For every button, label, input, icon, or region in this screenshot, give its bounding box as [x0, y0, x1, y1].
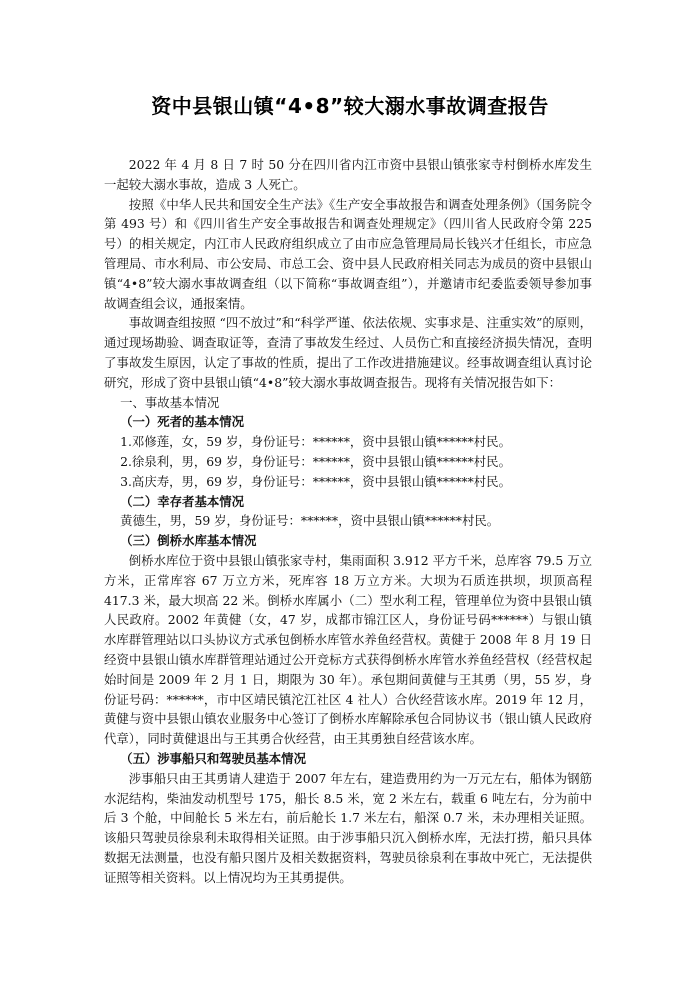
survivor-item: 黄德生，男，59 岁，身份证号：******，资中县银山镇******村民。 — [120, 513, 500, 529]
intro-paragraph: 2022 年 4 月 8 日 7 时 50 分在四川省内江市资中县银山镇张家寺村倒桥水库发生一起较大溺水事故，造成 3 人死亡。 — [104, 157, 592, 192]
subsection-deceased: （一）死者的基本情况 — [120, 414, 245, 430]
boat-paragraph: 涉事船只由王其勇请人建造于 2007 年左右，建造费用约为一万元左右，船体为钢筋水泥结构，柴油发动机型号 175，船长 8.5 米，宽 2 米左右，载重 6 吨左右，分为前中后 3 个舱，中间舱长 5 米左右，前后舱长 1.7 米左右，船深 0.7 米，未办理相关证照。该船只驾驶员徐泉利未取得相关证照。由于涉事船只沉入倒桥水库，无法打捞，船只具体数据无法测量，也没有船只图片及相关数据资料，驾驶员徐泉利在事故中死亡，无法提供证照等相关资料。以上情况均为王其勇提供。 — [104, 770, 592, 885]
deceased-item-1: 1.邓修莲，女，59 岁，身份证号：******，资中县银山镇******村民。 — [120, 434, 511, 450]
deceased-item-2: 2.徐泉利，男，69 岁，身份证号：******，资中县银山镇******村民。 — [120, 453, 511, 469]
subsection-survivor: （二）幸存者基本情况 — [120, 493, 245, 509]
reservoir-paragraph: 倒桥水库位于资中县银山镇张家寺村，集雨面积 3.912 平方千米，总库容 79.5 万立方米，正常库容 67 万立方米，死库容 18 万立方米。大坝为石质连拱坝，坝顶高程 417.3 米，最大坝高 22 米。倒桥水库属小（二）型水利工程，管理单位为资中县银山镇人民政府。2002 年黄健（女，47 岁，成都市锦江区人，身份证号码******）与银山镇水库群管理站以口头协议方式承包倒桥水库管水养鱼经营权。黄健于 2008 年 8 月 19 日经资中县银山镇水库群管理站通过公开竞标方式获得倒桥水库管水养鱼经营权（经营权起始时间是 2009 年 2 月 1 日，期限为 30 年）。承包期间黄健与王其勇（男，55 岁，身份证号码：******，市中区靖民镇沱江社区 4 社人）合伙经营该水库。2019 年 12 月，黄健与资中县银山镇农业服务中心签订了倒桥水库解除承包合同协议书（银山镇人民政府代章），同时黄健退出与王其勇合伙经营，由王其勇独自经营该水库。 — [104, 552, 592, 747]
subsection-boat: （五）涉事船只和驾驶员基本情况 — [120, 750, 306, 766]
report-title: 资中县银山镇“4•8”较大溺水事故调查报告 — [151, 94, 549, 118]
report-body — [104, 155, 592, 887]
subsection-reservoir: （三）倒桥水库基本情况 — [120, 533, 257, 549]
deceased-item-3: 3.高庆寿，男，69 岁，身份证号：******，资中县银山镇******村民。 — [120, 473, 511, 489]
section-heading-1: 一、事故基本情况 — [120, 394, 220, 410]
investigation-paragraph: 事故调查组按照 “四不放过”和“科学严谨、依法依规、实事求是、注重实效”的原则，通过现场勘验、调查取证等，查清了事故发生经过、人员伤亡和直接经济损失情况，查明了事故发生原因，认定了事故的性质，提出了工作改进措施建议。经事故调查组认真讨论研究，形成了资中县银山镇“4•8”较大溺水事故调查报告。现将有关情况报告如下： — [104, 315, 592, 390]
legal-basis-paragraph: 按照《中华人民共和国安全生产法》《生产安全事故报告和调查处理条例》（国务院令第 493 号）和《四川省生产安全事故报告和调查处理规定》（四川省人民政府令第 225 号）的相关规定，内江市人民政府组织成立了由市应急管理局局长钱兴才任组长，市应急管理局、市水利局、市公安局、市总工会、资中县人民政府相关同志为成员的资中县银山镇“4•8”较大溺水事故调查组（以下简称“事故调查组”），并邀请市纪委监委领导参加事故调查组会议，通报案情。 — [104, 196, 592, 311]
